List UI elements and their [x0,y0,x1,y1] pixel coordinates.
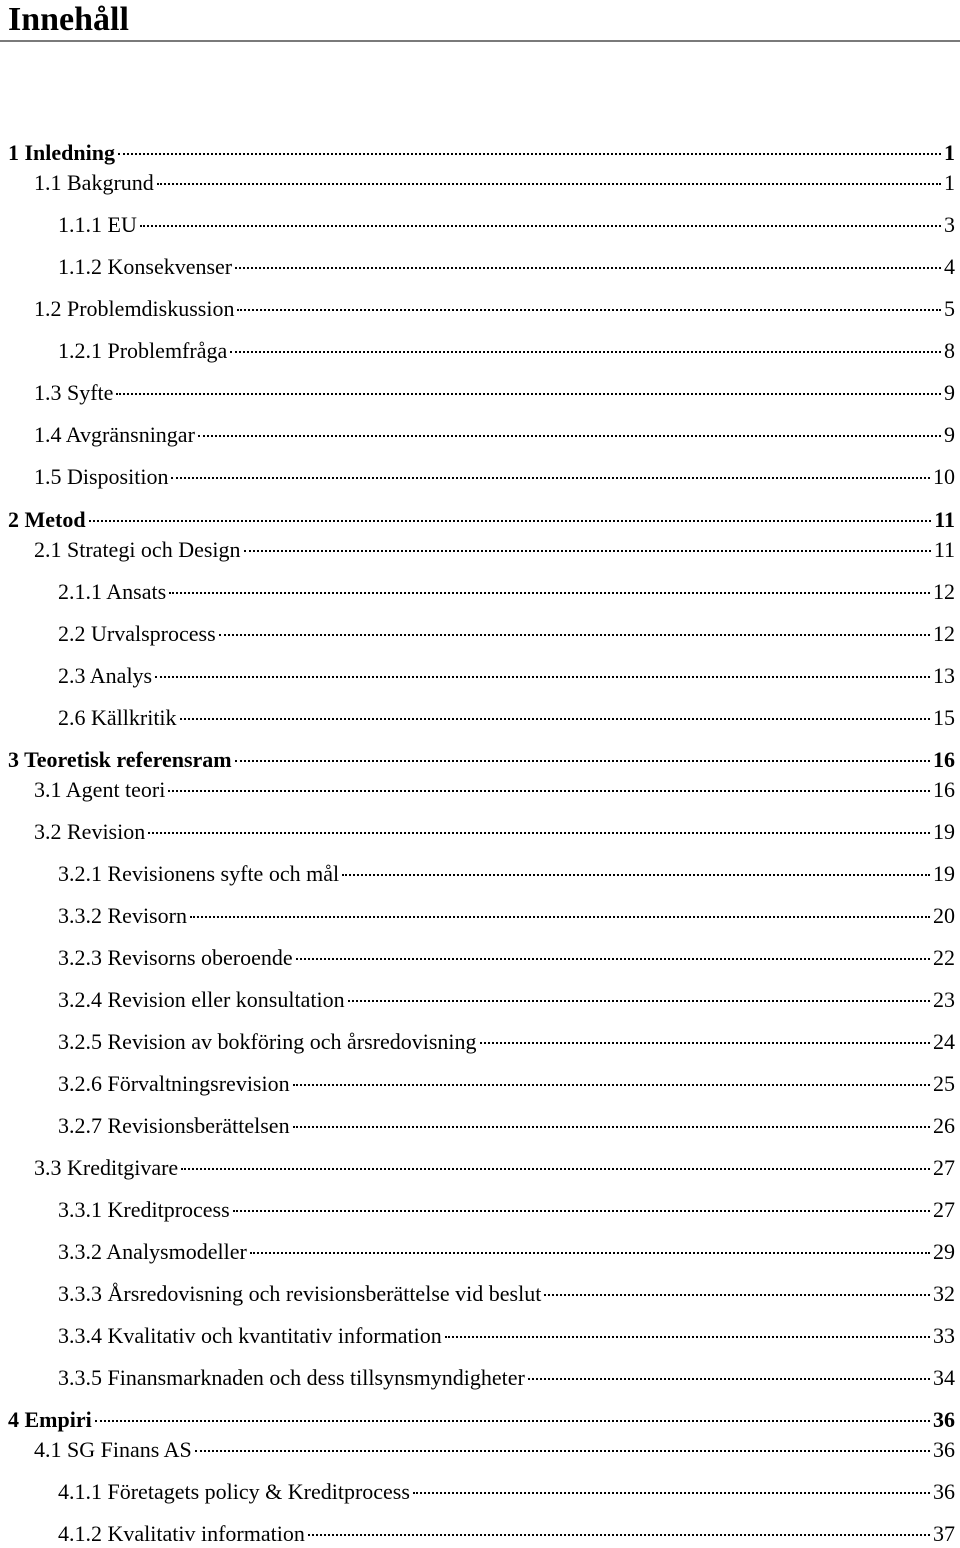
toc-entry-label: 1.4 Avgränsningar [34,422,195,447]
toc-entry-label: 4 Empiri [8,1407,92,1432]
toc-entry[interactable] [34,463,955,491]
dot-leader [244,550,931,552]
toc-entry-label: 3.2 Revision [34,819,146,844]
toc-entry-label: 3.3.2 Revisorn [58,903,187,928]
toc-page-number: 36 [933,1407,955,1432]
toc-entry[interactable] [58,1196,955,1224]
toc-entry[interactable] [58,860,955,888]
toc-page-number: 19 [933,819,955,844]
toc-entry[interactable] [34,379,955,407]
dot-leader [544,1294,930,1296]
toc-entry-label: 1.1.2 Konsekvenser [58,254,233,279]
toc-entry[interactable] [58,1322,955,1350]
toc-page-number: 16 [933,747,955,772]
toc-page-number: 32 [933,1281,955,1306]
toc-page-number: 19 [933,861,955,886]
toc-entry-label: 3.1 Agent teori [34,777,166,802]
toc-page-number: 11 [933,537,955,562]
toc-chapter-entry[interactable] [8,1406,955,1434]
toc-entry-label: 1.1.1 EU [58,212,137,237]
dot-leader [116,393,941,395]
dot-leader [155,676,930,678]
toc-page-number: 27 [933,1197,955,1222]
toc-entry[interactable] [34,421,955,449]
dot-leader [250,1252,930,1254]
toc-entry-label: 1.2 Problemdiskussion [34,296,235,321]
toc-page-number: 23 [933,987,955,1012]
toc-entry-label: 2.1 Strategi och Design [34,537,241,562]
dot-leader [190,916,930,918]
toc-entry-label: 3 Teoretisk referensram [8,747,232,772]
toc-page-number: 27 [933,1155,955,1180]
toc-entry[interactable] [58,1112,955,1140]
toc-page-number: 9 [944,422,955,447]
toc-entry-label: 3.2.6 Förvaltningsrevision [58,1071,290,1096]
toc-page-number: 12 [933,621,955,646]
toc-entry[interactable] [58,1280,955,1308]
dot-leader [293,1126,930,1128]
dot-leader [195,1450,930,1452]
toc-page-number: 37 [933,1521,955,1546]
toc-page-number: 22 [933,945,955,970]
dot-leader [180,718,930,720]
dot-leader [219,634,930,636]
dot-leader [445,1336,930,1338]
toc-entry-label: 3.2.1 Revisionens syfte och mål [58,861,340,886]
toc-entry[interactable] [58,578,955,606]
toc-page-number: 11 [934,507,955,532]
toc-page-number: 12 [933,579,955,604]
toc-page-number: 25 [933,1071,955,1096]
toc-page-number: 33 [933,1323,955,1348]
toc-entry[interactable] [58,986,955,1014]
dot-leader [169,592,930,594]
toc-entry-label: 1.3 Syfte [34,380,114,405]
toc-entry-label: 3.3.3 Årsredovisning och revisionsberättelse vid beslut [58,1281,542,1306]
dot-leader [157,183,941,185]
toc-page-number: 15 [933,705,955,730]
dot-leader [89,520,932,522]
toc-entry-label: 1 Inledning [8,140,115,165]
toc-page-number: 34 [933,1365,955,1390]
toc-entry[interactable] [34,295,955,323]
dot-leader [148,832,930,834]
toc-page-number: 5 [944,296,955,321]
dot-leader [296,958,930,960]
toc-entry-label: 1.5 Disposition [34,464,169,489]
toc-entry-label: 3.2.3 Revisorns oberoende [58,945,293,970]
dot-leader [342,874,930,876]
toc-entry[interactable] [34,169,955,197]
toc-entry[interactable] [34,536,955,564]
toc-entry-label: 1.1 Bakgrund [34,170,154,195]
toc-entry[interactable] [34,1436,955,1464]
toc-entry[interactable] [34,1154,955,1182]
toc-page-number: 29 [933,1239,955,1264]
toc-entry-label: 3.3.4 Kvalitativ och kvantitativ information [58,1323,442,1348]
dot-leader [118,153,941,155]
toc-entry-label: 3.3 Kreditgivare [34,1155,179,1180]
toc-entry-label: 2.1.1 Ansats [58,579,167,604]
toc-entry-label: 4.1.2 Kvalitativ information [58,1521,305,1546]
toc-page-number: 36 [933,1437,955,1462]
toc-page-number: 20 [933,903,955,928]
dot-leader [308,1534,930,1536]
toc-entry-label: 2 Metod [8,507,86,532]
toc-entry[interactable] [58,944,955,972]
dot-leader [181,1168,930,1170]
dot-leader [95,1420,930,1422]
toc-page-number: 1 [944,140,955,165]
dot-leader [230,351,941,353]
toc-page-number: 1 [944,170,955,195]
dot-leader [480,1042,930,1044]
dot-leader [413,1492,930,1494]
toc-entry-label: 3.3.5 Finansmarknaden och dess tillsynsmyndigheter [58,1365,525,1390]
toc-entry[interactable] [58,1520,955,1548]
page-title: Innehåll [8,1,129,38]
toc-entry[interactable] [58,1364,955,1392]
toc-entry-label: 3.2.4 Revision eller konsultation [58,987,345,1012]
toc-entry[interactable] [58,211,955,239]
toc-entry[interactable] [58,902,955,930]
toc-entry-label: 3.3.2 Analysmodeller [58,1239,247,1264]
toc-page-number: 13 [933,663,955,688]
dot-leader [235,760,930,762]
toc-page-number: 36 [933,1479,955,1504]
dot-leader [528,1378,930,1380]
toc-entry-label: 4.1 SG Finans AS [34,1437,192,1462]
toc-page-number: 26 [933,1113,955,1138]
toc-entry[interactable] [58,337,955,365]
dot-leader [168,790,930,792]
dot-leader [235,267,941,269]
dot-leader [237,309,941,311]
toc-entry-label: 2.6 Källkritik [58,705,177,730]
toc-page-number: 3 [944,212,955,237]
toc-entry-label: 3.3.1 Kreditprocess [58,1197,230,1222]
toc-entry[interactable] [58,253,955,281]
toc-entry[interactable] [58,662,955,690]
dot-leader [348,1000,930,1002]
dot-leader [293,1084,930,1086]
toc-chapter-entry[interactable] [8,746,955,774]
dot-leader [171,477,930,479]
toc-entry[interactable] [58,1238,955,1266]
toc-entry[interactable] [34,818,955,846]
dot-leader [198,435,941,437]
toc-chapter-entry[interactable] [8,139,955,167]
toc-entry-label: 3.2.5 Revision av bokföring och årsredovisning [58,1029,477,1054]
toc-page-number: 16 [933,777,955,802]
toc-entry[interactable] [34,776,955,804]
toc-page-number: 4 [944,254,955,279]
toc-entry[interactable] [58,1478,955,1506]
toc-entry[interactable] [58,704,955,732]
toc-page-number: 8 [944,338,955,363]
toc-entry-label: 1.2.1 Problemfråga [58,338,228,363]
toc-entry-label: 4.1.1 Företagets policy & Kreditprocess [58,1479,410,1504]
dot-leader [140,225,941,227]
toc-entry[interactable] [58,1028,955,1056]
dot-leader [233,1210,930,1212]
toc-entry-label: 3.2.7 Revisionsberättelsen [58,1113,290,1138]
toc-page-number: 24 [933,1029,955,1054]
toc-entry-label: 2.2 Urvalsprocess [58,621,216,646]
toc-chapter-entry[interactable] [8,506,955,534]
toc-page-number: 9 [944,380,955,405]
toc-entry-label: 2.3 Analys [58,663,153,688]
toc-entry[interactable] [58,1070,955,1098]
toc-entry[interactable] [58,620,955,648]
toc-page-number: 10 [933,464,955,489]
